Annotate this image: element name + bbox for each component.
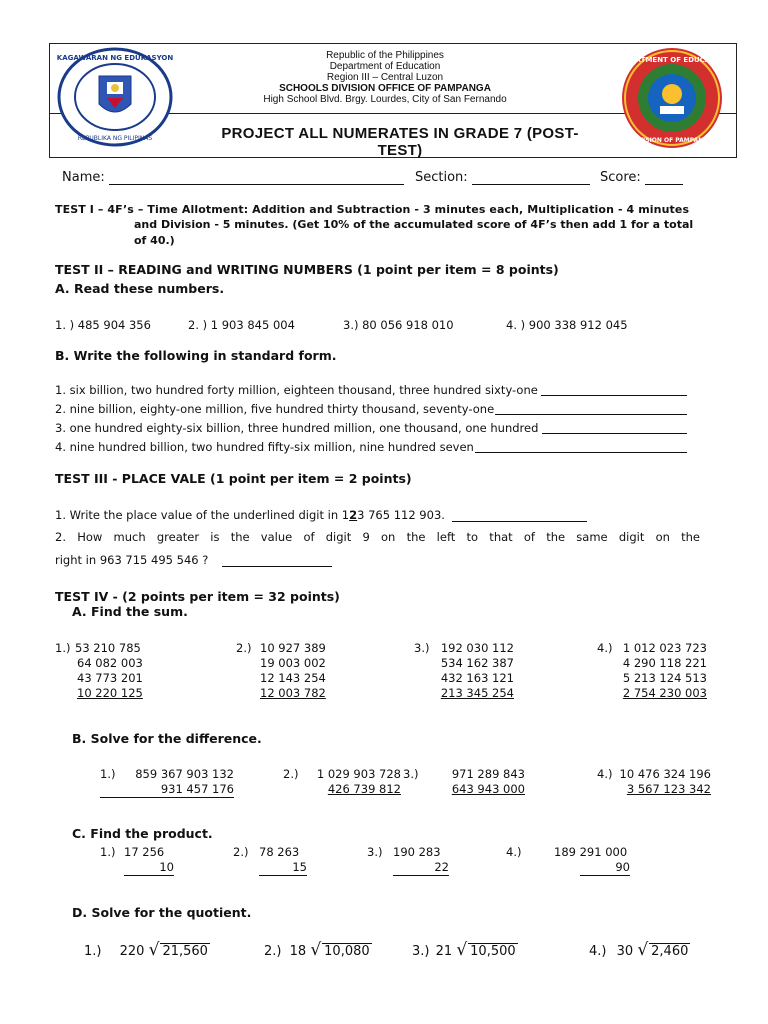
page-title: PROJECT ALL NUMERATES IN GRADE 7 (POST-TEST) [221,125,579,159]
svg-text:KAGAWARAN NG EDUKASYON: KAGAWARAN NG EDUKASYON [56,54,174,62]
divisor: 220 [119,944,145,959]
problem-label: 2.) [236,641,252,655]
dividend: 21,560 [162,944,208,959]
place-value-q2-line2 [55,553,332,567]
answer-blank[interactable] [541,383,687,396]
section-blank[interactable] [472,172,590,185]
q1-text: 1. Write the place value of the underlined digit in 1 [55,508,350,522]
standard-form-item-4 [55,440,687,454]
place-value-q1 [55,508,587,522]
test4-title: TEST IV - (2 points per item = 32 points) [55,589,340,604]
answer-blank[interactable] [452,509,587,522]
problem-label: 1.) [84,944,102,959]
divisor: 30 [616,944,634,959]
multiplicand: 17 256 [124,845,165,859]
standard-form-item-3 [55,421,687,435]
standard-form-item-1 [55,383,687,397]
addend: 10 220 125 [77,686,143,700]
addend: 43 773 201 [77,671,143,685]
score-label: Score: [600,170,641,185]
read-item-3: 3.) 80 056 918 010 [343,318,454,332]
radical-icon: √ [148,940,160,960]
product-problem-2 [233,845,307,876]
addend: 53 210 785 [75,641,141,655]
radical-icon: √ [456,940,468,960]
problem-label: 1.) [100,767,116,781]
problem-label: 2.) [233,845,249,859]
divisor: 21 [435,944,453,959]
standard-form-text: 2. nine billion, eighty-one million, five hundred thirty thousand, seventy-one [55,402,495,416]
test4-a-title: A. Find the sum. [72,604,188,619]
problem-label: 2.) [264,944,282,959]
name-label: Name: [62,170,105,185]
dividend: 2,460 [651,944,689,959]
product-problem-4 [506,845,630,876]
sum-problem-4 [597,641,707,701]
header-address: High School Blvd. Brgy. Lourdes, City of San Fernando [263,94,507,105]
subtrahend: 931 457 176 [100,782,234,798]
header-division-office: SCHOOLS DIVISION OFFICE OF PAMPANGA [279,83,491,94]
difference-problem-4 [597,767,711,797]
test4-b-title: B. Solve for the difference. [72,731,262,746]
section-label: Section: [415,170,468,185]
read-item-2: 2. ) 1 903 845 004 [188,318,295,332]
addend: 192 030 112 [440,641,514,655]
subtrahend: 3 567 123 342 [626,782,711,796]
addend: 12 003 782 [260,686,326,700]
problem-label: 3.) [414,641,430,655]
quotient-problem-2 [264,940,372,960]
problem-label: 4.) [589,944,607,959]
addend: 5 213 124 513 [622,671,707,685]
q2-text: right in 963 715 495 546 ? [55,553,209,567]
test4-d-title: D. Solve for the quotient. [72,905,252,920]
test1-line1: TEST I – 4F’s – Time Allotment: Addition and Subtraction - 3 minutes each, Multiplication - 4 minutes [55,203,690,216]
svg-text:REPUBLIKA NG PILIPINAS: REPUBLIKA NG PILIPINAS [77,135,153,142]
radical-icon: √ [637,940,649,960]
addend: 213 345 254 [440,686,514,700]
multiplier: 90 [580,860,630,876]
quotient-problem-3 [412,940,518,960]
minuend: 10 476 324 196 [619,767,711,781]
addend: 12 143 254 [260,671,326,685]
addend: 432 163 121 [440,671,514,685]
standard-form-item-2 [55,402,687,416]
quotient-problem-1 [84,940,210,960]
difference-problem-3 [403,767,525,797]
product-problem-3 [367,845,449,876]
answer-blank[interactable] [542,421,687,434]
multiplicand: 190 283 [393,845,441,859]
minuend: 1 029 903 728 [316,767,401,781]
problem-label: 4.) [597,641,613,655]
divisor: 18 [289,944,307,959]
addend: 10 927 389 [260,641,326,655]
problem-label: 1.) [55,641,71,655]
problem-label: 4.) [506,845,522,859]
multiplier: 22 [393,860,449,876]
deped-seal-logo [55,46,175,152]
underlined-digit: 2 [349,508,358,522]
svg-text:DIVISION OF PAMPANGA: DIVISION OF PAMPANGA [631,137,713,144]
sum-problem-2 [236,641,326,701]
addend: 64 082 003 [77,656,143,670]
sum-problem-3 [414,641,514,701]
answer-blank[interactable] [475,440,687,453]
product-problem-1 [100,845,174,876]
standard-form-text: 3. one hundred eighty-six billion, three hundred million, one thousand, one hundred [55,421,539,435]
problem-label: 3.) [403,767,419,781]
subtrahend: 643 943 000 [451,782,525,796]
test1-line3: of 40.) [134,234,175,247]
test4-c-title: C. Find the product. [72,826,213,841]
test1-line2: and Division - 5 minutes. (Get 10% of the accumulated score of 4F’s then add 1 for a total [134,218,694,231]
q1-number: 3 765 112 903. [357,508,445,522]
addend: 4 290 118 221 [622,656,707,670]
header-republic: Republic of the Philippines [326,50,444,61]
difference-problem-1 [100,767,234,798]
score-blank[interactable] [645,172,683,185]
quotient-problem-4 [589,940,690,960]
addend: 1 012 023 723 [622,641,707,655]
answer-blank[interactable] [495,402,687,415]
multiplicand: 189 291 000 [554,845,628,859]
test3-title: TEST III - PLACE VALE (1 point per item = 2 points) [55,471,412,486]
multiplier: 15 [259,860,307,876]
problem-label: 4.) [597,767,613,781]
problem-label: 3.) [367,845,383,859]
section-field[interactable] [415,170,590,185]
place-value-q2-line1: 2. How much greater is the value of digit 9 on the left to that of the same digit on the [55,530,700,544]
dividend: 10,080 [324,944,370,959]
addend: 534 162 387 [440,656,514,670]
problem-label: 3.) [412,944,430,959]
difference-problem-2 [283,767,401,797]
header-region: Region III – Central Luzon [326,72,444,83]
dividend: 10,500 [470,944,516,959]
score-field[interactable] [600,170,683,185]
name-field[interactable] [62,170,404,185]
svg-text:DEPARTMENT OF EDUCATION: DEPARTMENT OF EDUCATION [620,56,724,64]
sum-problem-1 [55,641,143,701]
addend: 2 754 230 003 [622,686,707,700]
problem-label: 1.) [100,845,116,859]
multiplicand: 78 263 [259,845,300,859]
addend: 19 003 002 [260,656,326,670]
read-item-1: 1. ) 485 904 356 [55,318,151,332]
name-blank[interactable] [109,172,404,185]
test2-a-title: A. Read these numbers. [55,281,225,296]
minuend: 859 367 903 132 [135,767,234,781]
standard-form-text: 1. six billion, two hundred forty million, eighteen thousand, three hundred sixty-one [55,383,538,397]
problem-label: 2.) [283,767,299,781]
radical-icon: √ [310,940,322,960]
header-department: Department of Education [329,61,441,72]
division-pampanga-seal-logo [620,46,724,154]
multiplier: 10 [124,860,174,876]
answer-blank[interactable] [222,554,332,567]
test2-b-title: B. Write the following in standard form. [55,348,337,363]
subtrahend: 426 739 812 [327,782,401,796]
test2-title: TEST II – READING and WRITING NUMBERS (1 point per item = 8 points) [55,262,559,277]
standard-form-text: 4. nine hundred billion, two hundred fifty-six million, nine hundred seven [55,440,474,454]
read-item-4: 4. ) 900 338 912 045 [506,318,628,332]
minuend: 971 289 843 [451,767,525,781]
